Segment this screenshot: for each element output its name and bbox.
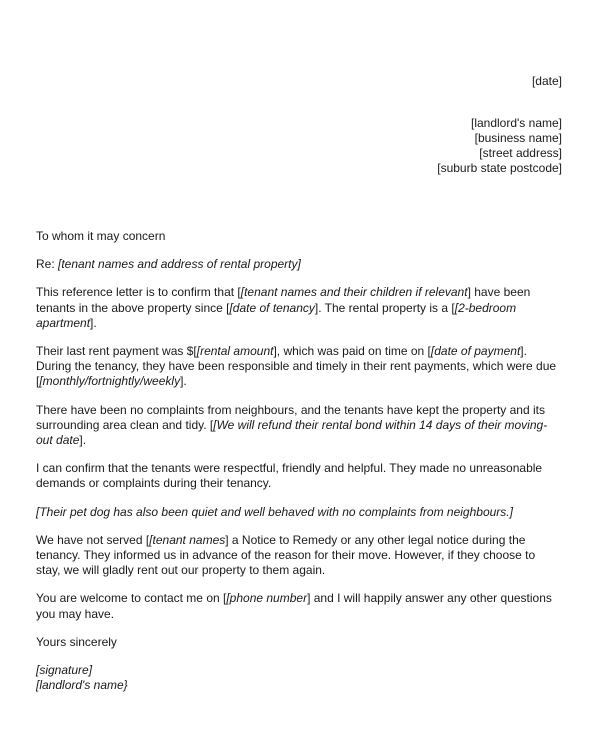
date-block [532, 74, 562, 89]
paragraph-confirmation: This reference letter is to confirm that [[tenant names and their children if relevant] have been tenants in the above property since [[date of tenancy]. The rental property is a [[2-bedroom apartment]. [36, 285, 531, 330]
signature-block [36, 663, 561, 693]
p1-property-type: [2-bedroom apartment [36, 300, 517, 330]
p1-tenant-names: [tenant names and their children if relevant [240, 285, 468, 300]
p1-text-c: ] have been tenants in the above property since [36, 285, 531, 315]
re-subject: [tenant names and address of rental property] [58, 257, 301, 272]
p1-text-e: ]. The rental property is a [314, 300, 452, 315]
p2-text-e: ]. During the tenancy, they have been responsible and timely in their rent payments, which were due [36, 344, 557, 374]
p1-date-of-tenancy: [date of tenancy [229, 300, 315, 315]
p2-text-a: Their last rent payment was $ [36, 344, 194, 359]
letter-body [36, 229, 561, 693]
salutation: To whom it may concern [36, 229, 166, 243]
signatory-name [36, 678, 561, 693]
signature-placeholder [36, 663, 561, 678]
p7-phone-number: [phone number [226, 591, 308, 606]
street-address: [street address] [479, 146, 562, 160]
signature-text: [signature] [36, 663, 93, 678]
paragraph-pet [36, 505, 561, 520]
re-prefix: Re: [36, 257, 59, 272]
paragraph-rent-payment: Their last rent payment was $[[rental amount], which was paid on time on [[date of payment]. During the tenancy, they have been responsible and timely in their rent payments, which were due [[monthly/fortnightly/weekly]. [36, 344, 557, 389]
p3-bond-refund: [We will refund their rental bond within 14 days of their moving-out date [36, 417, 548, 448]
p6-tenant-names: [tenant names [149, 532, 226, 547]
closing: Yours sincerely [36, 634, 117, 649]
re-line [36, 257, 561, 272]
p6-text-a: We have not served [36, 532, 146, 547]
paragraph-complaints: There have been no complaints from neighbours, and the tenants have kept the property and its surrounding area clean and tidy. [[We will refund their rental bond within 14 days of their moving-out date]. [36, 402, 548, 448]
p2-date-of-payment: [date of payment [430, 344, 521, 359]
signatory-name-text: [landlord's name} [36, 678, 128, 693]
p2-text-c: ], which was paid on time on [273, 344, 428, 359]
p6-text-c: ] a Notice to Remedy or any other legal notice during the tenancy. They informed us in advance of the reason for their move. However, if they choose to stay, we will gladly rent out our property to them again. [36, 532, 536, 578]
p1-text-g: ]. [90, 315, 97, 330]
p7-text-a: You are welcome to contact me on [36, 591, 223, 606]
p3-text-c: ]. [79, 433, 87, 448]
p2-payment-frequency: [monthly/fortnightly/weekly [39, 374, 181, 389]
p3-text-a: There have been no complaints from neighbours, and the tenants have kept the property and its surrounding area clean and tidy. [36, 402, 545, 432]
p7-text-c: ] and I will happily answer any other questions you may have. [36, 591, 552, 621]
paragraph-contact: You are welcome to contact me on [[phone number] and I will happily answer any other questions you may have. [36, 591, 552, 621]
p5-pet-note: [Their pet dog has also been quiet and well behaved with no complaints from neighbours.] [36, 504, 513, 519]
suburb-state-postcode: [suburb state postcode] [437, 161, 562, 175]
landlord-name: [landlord's name] [470, 116, 562, 130]
business-name: [business name] [474, 131, 562, 145]
date-placeholder: [date] [531, 74, 562, 88]
paragraph-respectful: I can confirm that the tenants were respectful, friendly and helpful. They made no unreasonable demands or complaints during their tenancy. [36, 461, 543, 491]
p1-text-a: This reference letter is to confirm that [36, 285, 238, 300]
landlord-address-block [437, 116, 562, 176]
paragraph-notice: We have not served [[tenant names] a Notice to Remedy or any other legal notice during the tenancy. They informed us in advance of the reason for their move. However, if they choose to stay, we will gladly rent out our property to them again. [36, 532, 536, 578]
p2-rental-amount: [rental amount [196, 344, 274, 359]
p2-text-g: ]. [180, 374, 187, 389]
